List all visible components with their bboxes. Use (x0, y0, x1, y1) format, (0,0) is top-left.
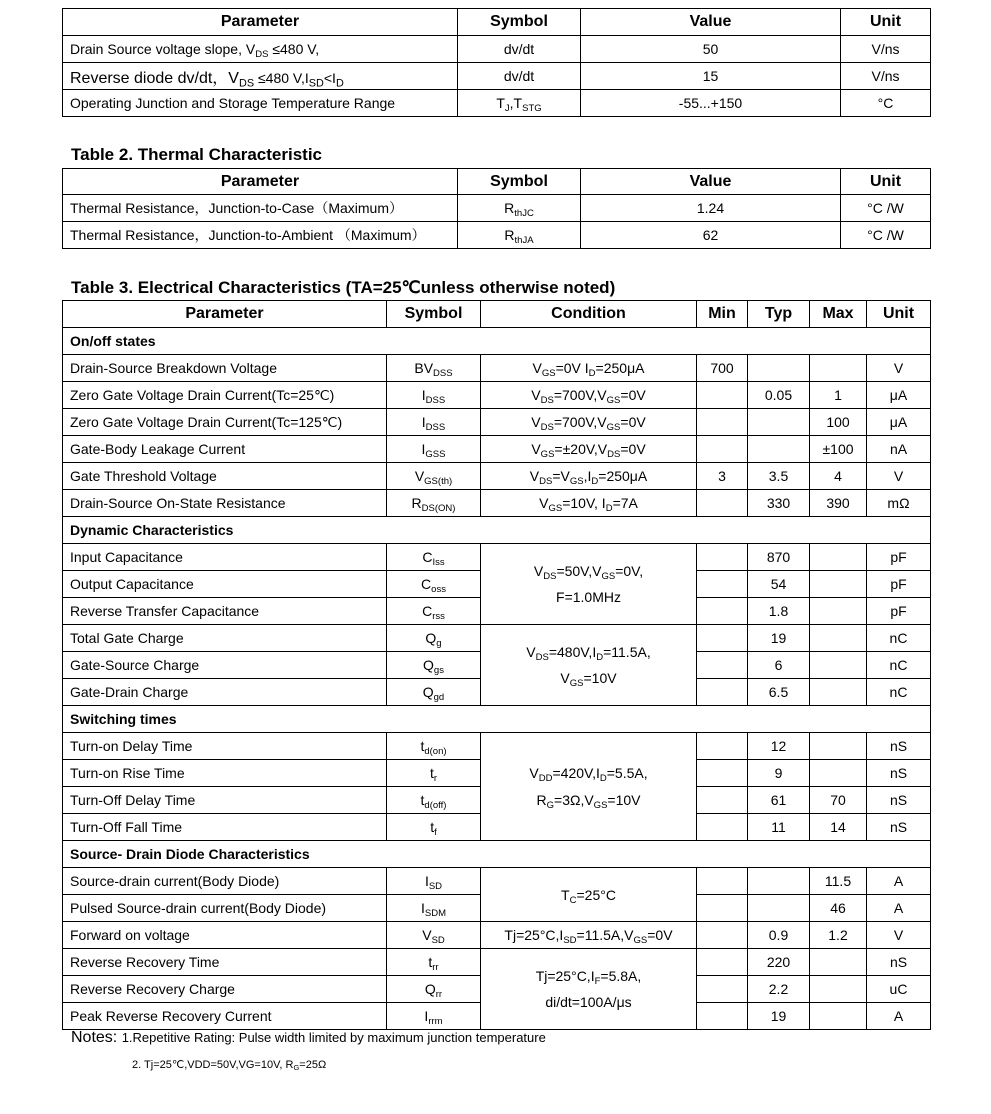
row-value: -55...+150 (581, 90, 841, 117)
row-min (697, 949, 748, 976)
header-value: Value (581, 169, 841, 195)
section-onoff: On/off states (63, 328, 931, 355)
header-parameter: Parameter (63, 169, 458, 195)
row-symbol: $V_{SD}$ (387, 922, 481, 949)
row-symbol: $I_{GSS}$ (387, 436, 481, 463)
row-parameter: Output Capacitance (63, 571, 387, 598)
row-max: 100 (810, 409, 867, 436)
table3-title: Table 3. Electrical Characteristics (TA=25℃unless otherwise noted) (71, 278, 616, 297)
row-unit: nS (867, 949, 931, 976)
row-parameter: Peak Reverse Recovery Current (63, 1003, 387, 1030)
row-typ: 220 (748, 949, 810, 976)
row-typ: 2.2 (748, 976, 810, 1003)
row-parameter: Turn-Off Fall Time (63, 814, 387, 841)
header-value: Value (581, 9, 841, 36)
row-parameter: Turn-Off Delay Time (63, 787, 387, 814)
row-unit: nS (867, 787, 931, 814)
row-parameter: Pulsed Source-drain current(Body Diode) (63, 895, 387, 922)
row-value: 50 (581, 36, 841, 63)
row-symbol: $I_{DSS}$ (387, 409, 481, 436)
row-symbol: $BV_{DSS}$ (387, 355, 481, 382)
row-typ: 11 (748, 814, 810, 841)
header-condition: Condition (481, 301, 697, 328)
row-max: 14 (810, 814, 867, 841)
row-max: 1 (810, 382, 867, 409)
row-parameter: Thermal Resistance，Junction-to-Case（Maximum） (63, 195, 458, 222)
row-symbol: $t_{rr}$ (387, 949, 481, 976)
table-row (63, 733, 931, 760)
row-min: 700 (697, 355, 748, 382)
row-unit: A (867, 868, 931, 895)
row-parameter: Zero Gate Voltage Drain Current(Tc=125℃) (63, 409, 387, 436)
row-symbol: $t_f$ (387, 814, 481, 841)
row-condition: $Tj=25^\circ C,I_{SD}=11.5A,V_{GS}=0V$ (481, 922, 697, 949)
row-parameter: Total Gate Charge (63, 625, 387, 652)
row-symbol: dv/dt (458, 63, 581, 90)
header-symbol: Symbol (458, 169, 581, 195)
row-max: ±100 (810, 436, 867, 463)
row-unit: nS (867, 733, 931, 760)
section-row (63, 517, 931, 544)
row-min (697, 625, 748, 652)
row-max (810, 652, 867, 679)
row-min (697, 814, 748, 841)
row-symbol: $t_{d(off)}$ (387, 787, 481, 814)
row-min (697, 733, 748, 760)
row-unit: μA (867, 382, 931, 409)
row-min (697, 922, 748, 949)
row-typ: 61 (748, 787, 810, 814)
row-min (697, 490, 748, 517)
note-2: 2. Tj=25℃,VDD=50V,VG=10V, $R_G=25\Omega$ (132, 1059, 327, 1073)
row-min (697, 1003, 748, 1030)
row-condition: $V_{DS}=V_{GS},I_D=250\mu A$ (481, 463, 697, 490)
row-symbol: dv/dt (458, 36, 581, 63)
row-typ (748, 868, 810, 895)
row-condition: $V_{DS}=700V,V_{GS}=0V$ (481, 409, 697, 436)
row-parameter: Gate Threshold Voltage (63, 463, 387, 490)
section-switching: Switching times (63, 706, 931, 733)
row-typ: 330 (748, 490, 810, 517)
row-typ: 6 (748, 652, 810, 679)
row-min (697, 652, 748, 679)
row-typ: 12 (748, 733, 810, 760)
section-row (63, 328, 931, 355)
row-unit: °C (841, 90, 931, 117)
row-parameter: Reverse Recovery Time (63, 949, 387, 976)
header-unit: Unit (867, 301, 931, 328)
row-min (697, 760, 748, 787)
table-row (63, 63, 931, 90)
section-row (63, 706, 931, 733)
table-row (63, 195, 931, 222)
electrical-table (62, 300, 931, 1030)
row-unit: pF (867, 571, 931, 598)
row-min (697, 598, 748, 625)
table-row (63, 222, 931, 249)
row-max (810, 679, 867, 706)
row-unit: pF (867, 544, 931, 571)
table-row (63, 868, 931, 895)
row-parameter: Input Capacitance (63, 544, 387, 571)
row-unit: A (867, 1003, 931, 1030)
note-1: 1.Repetitive Rating: Pulse width limited by maximum junction temperature (121, 1030, 546, 1045)
row-unit: nC (867, 652, 931, 679)
table-row (63, 355, 931, 382)
row-max (810, 976, 867, 1003)
row-condition: $V_{DS}=480V,I_D=11.5A$, $V_{GS}=10V$ (481, 625, 697, 706)
row-min (697, 679, 748, 706)
row-min (697, 571, 748, 598)
row-typ: 6.5 (748, 679, 810, 706)
row-typ (748, 409, 810, 436)
row-parameter: Forward on voltage (63, 922, 387, 949)
table-header-row (63, 301, 931, 328)
row-symbol: $Q_{gs}$ (387, 652, 481, 679)
table-row (63, 90, 931, 117)
row-min (697, 976, 748, 1003)
row-unit: nS (867, 760, 931, 787)
row-unit: V (867, 922, 931, 949)
row-parameter: Operating Junction and Storage Temperature Range (63, 90, 458, 117)
section-dynamic: Dynamic Characteristics (63, 517, 931, 544)
row-unit: V (867, 355, 931, 382)
row-typ (748, 895, 810, 922)
row-typ: 9 (748, 760, 810, 787)
row-parameter: Turn-on Rise Time (63, 760, 387, 787)
row-unit: uC (867, 976, 931, 1003)
row-parameter: Reverse Transfer Capacitance (63, 598, 387, 625)
row-symbol: $Q_{rr}$ (387, 976, 481, 1003)
row-typ: 0.9 (748, 922, 810, 949)
row-symbol: $C_{rss}$ (387, 598, 481, 625)
table-row (63, 625, 931, 652)
row-parameter: Reverse diode dv/dt，$V_{DS} \le 480$ $V,I_{SD}<I_D$ (63, 63, 458, 90)
row-value: 15 (581, 63, 841, 90)
row-unit: nC (867, 679, 931, 706)
table-row (63, 409, 931, 436)
row-max (810, 544, 867, 571)
row-min: 3 (697, 463, 748, 490)
row-unit: pF (867, 598, 931, 625)
header-symbol: Symbol (458, 9, 581, 36)
header-parameter: Parameter (63, 9, 458, 36)
row-max: 1.2 (810, 922, 867, 949)
row-parameter: Thermal Resistance，Junction-to-Ambient （Maximum） (63, 222, 458, 249)
table-row (63, 490, 931, 517)
row-unit: mΩ (867, 490, 931, 517)
header-unit: Unit (841, 9, 931, 36)
row-symbol: $I_{DSS}$ (387, 382, 481, 409)
header-min: Min (697, 301, 748, 328)
row-max (810, 625, 867, 652)
row-condition: $V_{DD}=420V,I_D=5.5A$, $R_G=3\Omega,V_{GS}=10V$ (481, 733, 697, 841)
row-condition: $Tj=25^\circ C,I_F=5.8A$, di/dt=100A/μs (481, 949, 697, 1030)
row-condition: $V_{GS}=0V$ $I_D=250\mu A$ (481, 355, 697, 382)
row-typ: 19 (748, 1003, 810, 1030)
header-max: Max (810, 301, 867, 328)
row-min (697, 868, 748, 895)
row-unit: nC (867, 625, 931, 652)
row-condition: $V_{DS}=700V,V_{GS}=0V$ (481, 382, 697, 409)
header-symbol: Symbol (387, 301, 481, 328)
row-max (810, 733, 867, 760)
row-unit: °C /W (841, 222, 931, 249)
row-parameter: Gate-Drain Charge (63, 679, 387, 706)
row-unit: A (867, 895, 931, 922)
row-max (810, 571, 867, 598)
row-min (697, 895, 748, 922)
row-parameter: Drain-Source Breakdown Voltage (63, 355, 387, 382)
row-symbol: $C_{oss}$ (387, 571, 481, 598)
table-row (63, 36, 931, 63)
table-row (63, 544, 931, 571)
table2-title: Table 2. Thermal Characteristic (71, 145, 323, 164)
row-unit: V/ns (841, 36, 931, 63)
row-symbol: $Q_g$ (387, 625, 481, 652)
header-unit: Unit (841, 169, 931, 195)
row-parameter: Gate-Source Charge (63, 652, 387, 679)
row-symbol: $I_{rrm}$ (387, 1003, 481, 1030)
row-parameter: Drain Source voltage slope, $V_{DS} \le 480$ V, (63, 36, 458, 63)
row-condition: $T_C=25^\circ C$ (481, 868, 697, 922)
row-max (810, 760, 867, 787)
row-symbol: $R_{thJC}$ (458, 195, 581, 222)
notes (71, 1029, 546, 1047)
row-condition: $V_{GS}=10V$, $I_D=7A$ (481, 490, 697, 517)
row-parameter: Reverse Recovery Charge (63, 976, 387, 1003)
table-row (63, 922, 931, 949)
row-value: 62 (581, 222, 841, 249)
row-symbol: $R_{thJA}$ (458, 222, 581, 249)
header-parameter: Parameter (63, 301, 387, 328)
row-symbol: $I_{SDM}$ (387, 895, 481, 922)
row-max: 46 (810, 895, 867, 922)
row-typ (748, 436, 810, 463)
header-typ: Typ (748, 301, 810, 328)
row-parameter: Source-drain current(Body Diode) (63, 868, 387, 895)
row-parameter: Turn-on Delay Time (63, 733, 387, 760)
row-unit: nA (867, 436, 931, 463)
row-symbol: $t_r$ (387, 760, 481, 787)
row-unit: °C /W (841, 195, 931, 222)
row-unit: nS (867, 814, 931, 841)
row-typ: 1.8 (748, 598, 810, 625)
row-symbol: $V_{GS(th)}$ (387, 463, 481, 490)
row-typ: 19 (748, 625, 810, 652)
row-min (697, 382, 748, 409)
table-header-row (63, 169, 931, 195)
table-header-row (63, 9, 931, 36)
row-parameter: Zero Gate Voltage Drain Current(Tc=25℃) (63, 382, 387, 409)
row-typ (748, 355, 810, 382)
absolute-ratings-table (62, 8, 931, 117)
table-row (63, 436, 931, 463)
row-typ: 54 (748, 571, 810, 598)
row-typ: 0.05 (748, 382, 810, 409)
row-symbol: $C_{Iss}$ (387, 544, 481, 571)
row-symbol: $Q_{gd}$ (387, 679, 481, 706)
row-typ: 3.5 (748, 463, 810, 490)
row-unit: V (867, 463, 931, 490)
row-min (697, 544, 748, 571)
row-min (697, 436, 748, 463)
row-typ: 870 (748, 544, 810, 571)
row-max: 390 (810, 490, 867, 517)
row-max: 70 (810, 787, 867, 814)
row-max: 11.5 (810, 868, 867, 895)
table-row (63, 382, 931, 409)
row-unit: μA (867, 409, 931, 436)
section-diode: Source- Drain Diode Characteristics (63, 841, 931, 868)
row-symbol: $T_J,T_{STG}$ (458, 90, 581, 117)
row-min (697, 787, 748, 814)
row-symbol: $t_{d(on)}$ (387, 733, 481, 760)
row-min (697, 409, 748, 436)
row-max (810, 1003, 867, 1030)
thermal-table (62, 168, 931, 249)
notes-label: Notes: (71, 1029, 118, 1046)
row-condition: $V_{GS}=\pm 20V,V_{DS}=0V$ (481, 436, 697, 463)
row-value: 1.24 (581, 195, 841, 222)
row-max (810, 355, 867, 382)
table-row (63, 949, 931, 976)
row-symbol: $R_{DS(ON)}$ (387, 490, 481, 517)
row-max: 4 (810, 463, 867, 490)
row-unit: V/ns (841, 63, 931, 90)
row-parameter: Drain-Source On-State Resistance (63, 490, 387, 517)
row-parameter: Gate-Body Leakage Current (63, 436, 387, 463)
row-max (810, 949, 867, 976)
row-symbol: $I_{SD}$ (387, 868, 481, 895)
row-max (810, 598, 867, 625)
section-row (63, 841, 931, 868)
table-row (63, 463, 931, 490)
row-condition: $V_{DS}=50V,V_{GS}=0V$, F=1.0MHz (481, 544, 697, 625)
